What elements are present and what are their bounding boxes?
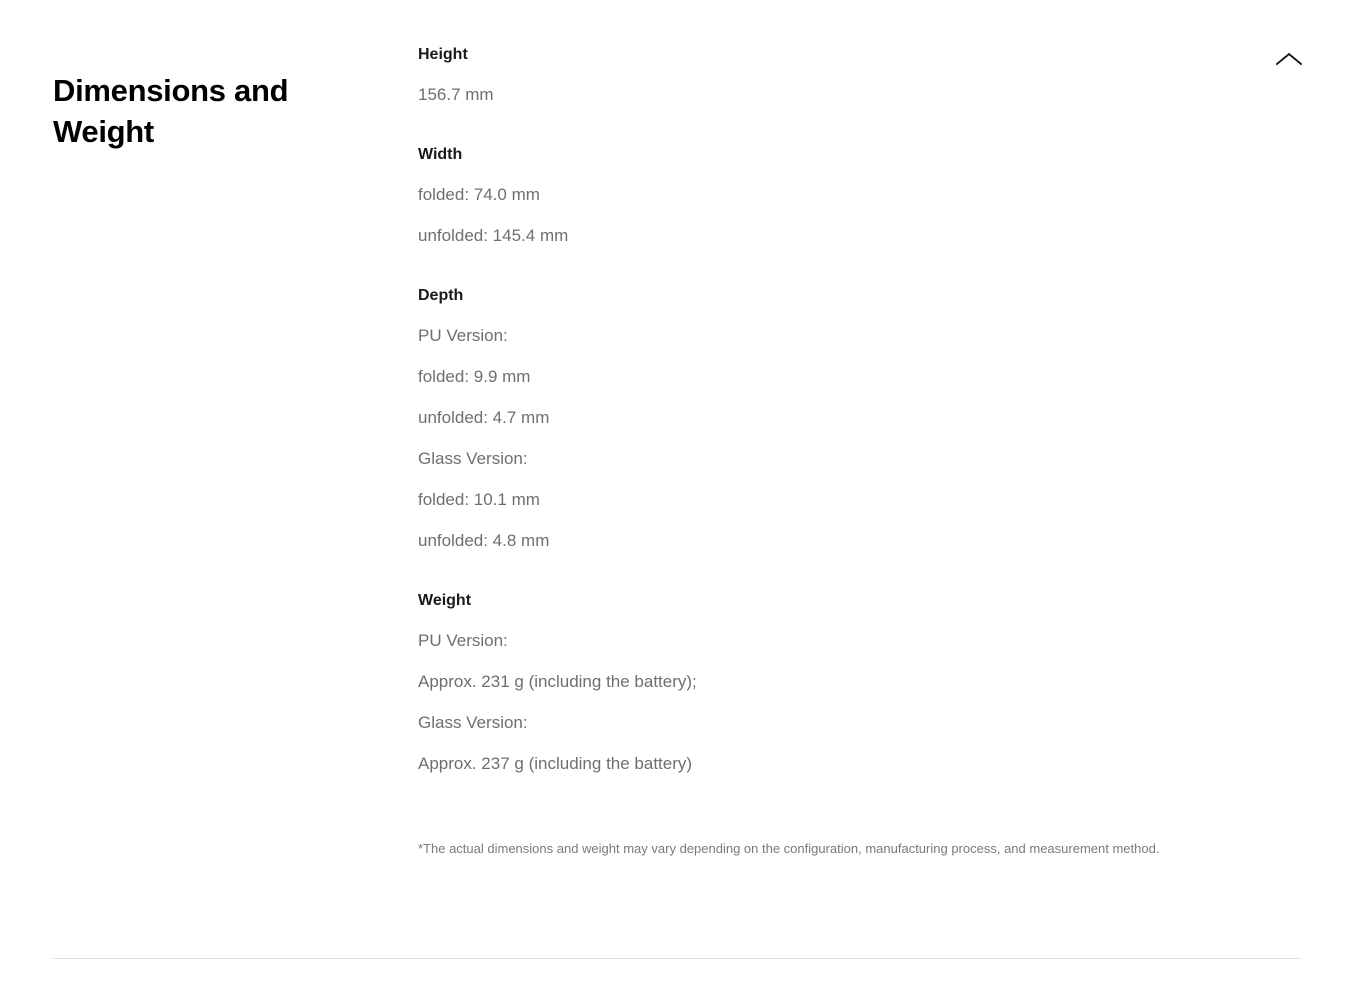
spec-value: folded: 9.9 mm [418,367,531,386]
spec-value: unfolded: 4.7 mm [418,408,550,427]
spec-label: Width [418,146,463,163]
spec-value: unfolded: 145.4 mm [418,226,569,245]
spec-group-height [418,42,1218,115]
chevron-up-icon-glyph [1276,51,1302,67]
spec-group-width [418,142,1218,256]
spec-value: 156.7 mm [418,85,494,104]
spec-group-weight [418,588,1218,784]
spec-list [418,42,1218,784]
spec-value: PU Version: [418,631,508,650]
footnote: *The actual dimensions and weight may vary depending on the configuration, manufacturing process, and measurement method. [418,841,1160,856]
spec-value: Approx. 231 g (including the battery); [418,672,697,691]
spec-label: Height [418,46,468,63]
spec-value: Approx. 237 g (including the battery) [418,754,693,773]
chevron-up-icon[interactable] [1272,42,1306,76]
spec-value: Glass Version: [418,713,528,732]
spec-label: Weight [418,592,472,609]
spec-label: Depth [418,287,464,304]
spec-value: Glass Version: [418,449,528,468]
spec-value: unfolded: 4.8 mm [418,531,550,550]
spec-value: folded: 74.0 mm [418,185,540,204]
page-title: Dimensions and Weight [53,72,289,149]
spec-group-depth [418,283,1218,561]
spec-value: folded: 10.1 mm [418,490,540,509]
section-divider [53,958,1301,959]
spec-value: PU Version: [418,326,508,345]
